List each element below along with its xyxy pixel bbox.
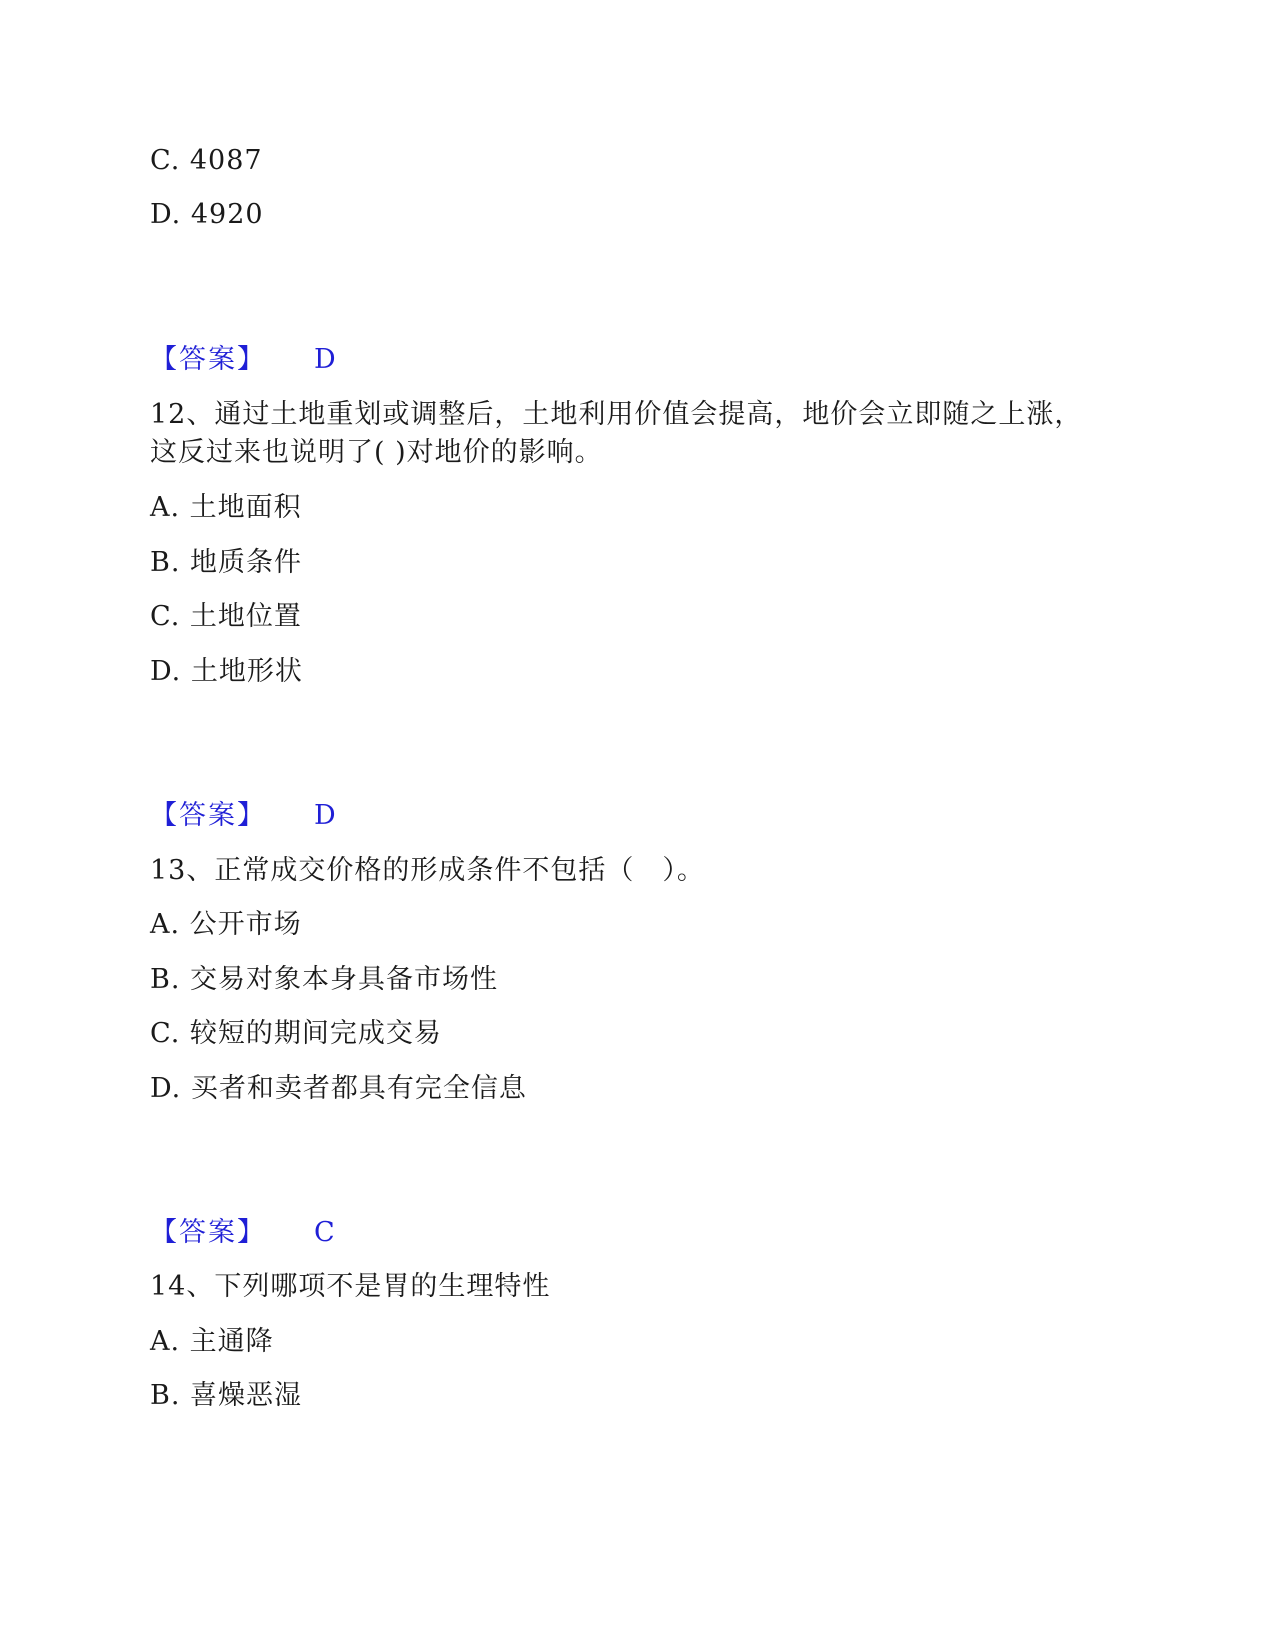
option-b: B. 喜燥恶湿 [150, 1380, 303, 1411]
question-stem-continued: 这反过来也说明了( )对地价的影响。 [150, 437, 603, 468]
option-c: C. 较短的期间完成交易 [150, 1018, 442, 1049]
question-stem: 12、通过土地重划或调整后，土地利用价值会提高，地价会立即随之上涨， [150, 399, 1083, 430]
option-c: C. 4087 [150, 145, 263, 176]
answer-label: 【答案】 [150, 1217, 266, 1248]
question-stem: 13、正常成交价格的形成条件不包括（ ）。 [150, 855, 705, 886]
answer-value: C [314, 1217, 335, 1248]
answer-row [150, 340, 336, 380]
option-d: D. 土地形状 [150, 656, 303, 687]
answer-value: D [314, 800, 336, 831]
answer-row [150, 1213, 335, 1253]
answer-label: 【答案】 [150, 344, 266, 375]
question-stem: 14、下列哪项不是胃的生理特性 [150, 1271, 551, 1302]
answer-row [150, 796, 336, 836]
option-a: A. 公开市场 [150, 909, 302, 940]
option-b: B. 交易对象本身具备市场性 [150, 964, 499, 995]
option-c: C. 土地位置 [150, 601, 302, 632]
option-b: B. 地质条件 [150, 547, 303, 578]
answer-label: 【答案】 [150, 800, 266, 831]
option-d: D. 4920 [150, 199, 264, 230]
option-a: A. 主通降 [150, 1326, 274, 1357]
option-a: A. 土地面积 [150, 492, 302, 523]
answer-value: D [314, 344, 336, 375]
option-d: D. 买者和卖者都具有完全信息 [150, 1073, 527, 1104]
